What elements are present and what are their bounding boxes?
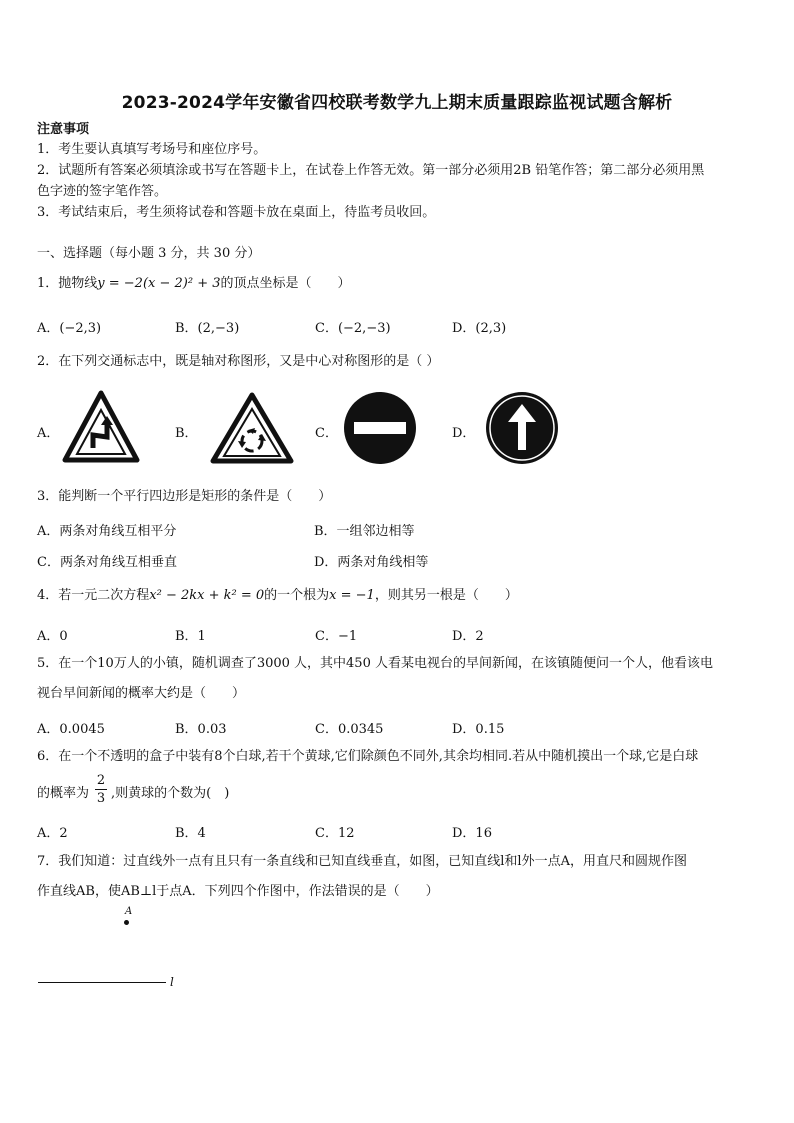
page-title: 2023-2024学年安徽省四校联考数学九上期末质量跟踪监视试题含解析 xyxy=(121,93,673,113)
q1-stem-pre: 1．抛物线 xyxy=(37,276,98,291)
q1-option-b[interactable]: B．(2,−3) xyxy=(175,321,240,336)
question-3: 3．能判断一个平行四边形是矩形的条件是（ ） xyxy=(37,489,332,504)
q5-option-a[interactable]: A．0.0045 xyxy=(37,722,105,737)
q3-option-b[interactable]: B．一组邻边相等 xyxy=(314,524,415,539)
point-a-label: A xyxy=(125,906,133,917)
no-entry-circle-icon[interactable] xyxy=(342,390,418,466)
question-5-line-2: 视台早间新闻的概率大约是（ ） xyxy=(37,686,246,701)
q6-frac-numerator: 2 xyxy=(96,773,106,788)
q2-label-b[interactable]: B． xyxy=(175,426,198,441)
q6-option-d[interactable]: D．16 xyxy=(452,826,492,841)
q4-option-c[interactable]: C．−1 xyxy=(315,629,358,644)
q3-option-d[interactable]: D．两条对角线相等 xyxy=(314,555,429,570)
question-6-line-1: 6．在一个不透明的盒子中装有8个白球,若干个黄球,它们除颜色不同外,其余均相同.若从中随机摸出一个球,它是白球 xyxy=(37,749,699,764)
line-l-label: l xyxy=(170,975,174,989)
question-1 xyxy=(37,276,351,292)
q1-formula: y = −2(x − 2)² + 3 xyxy=(97,276,221,291)
roundabout-triangle-icon[interactable] xyxy=(210,392,294,464)
q1-stem-post: 的顶点坐标是（ ） xyxy=(220,276,351,291)
q6-frac-denominator: 3 xyxy=(96,791,106,806)
question-2: 2．在下列交通标志中，既是轴对称图形，又是中心对称图形的是（ ） xyxy=(37,354,440,369)
notice-heading: 注意事项 xyxy=(37,122,90,137)
q6-line2-post: ,则黄球的个数为( ) xyxy=(111,786,230,801)
question-7-line-1: 7．我们知道：过直线外一点有且只有一条直线和已知直线垂直，如图，已知直线l和l外一点A，用直尺和圆规作图 xyxy=(37,854,687,869)
q4-formula: x² − 2kx + k² = 0 xyxy=(149,588,265,603)
question-7-line-2: 作直线AB，使AB⊥l于点A．下列四个作图中，作法错误的是（ ） xyxy=(37,884,439,899)
q6-option-c[interactable]: C．12 xyxy=(315,826,355,841)
notice-item-3: 3．考试结束后，考生须将试卷和答题卡放在桌面上，待监考员收回。 xyxy=(37,205,436,220)
q1-option-a[interactable]: A．(−2,3) xyxy=(37,321,102,336)
line-l xyxy=(38,982,166,983)
q4-stem-mid: 的一个根为 xyxy=(264,588,330,603)
point-a-dot xyxy=(124,920,129,925)
q4-option-a[interactable]: A．0 xyxy=(37,629,68,644)
q6-frac-bar xyxy=(95,789,107,790)
section-heading: 一、选择题（每小题 3 分，共 30 分） xyxy=(37,246,261,261)
zigzag-warning-triangle-icon[interactable] xyxy=(62,390,140,464)
question-5-line-1: 5．在一个10万人的小镇，随机调查了3000 人，其中450 人看某电视台的早间新闻，在该镇随便问一个人，他看该电 xyxy=(37,656,713,671)
q2-label-c[interactable]: C． xyxy=(315,426,338,441)
q6-line2-pre: 的概率为 xyxy=(37,786,90,801)
q5-option-c[interactable]: C．0.0345 xyxy=(315,722,384,737)
straight-ahead-circle-icon[interactable] xyxy=(484,390,560,466)
q6-fraction xyxy=(95,773,107,806)
q4-root: x = −1 xyxy=(329,588,375,603)
q4-option-d[interactable]: D．2 xyxy=(452,629,484,644)
q6-option-b[interactable]: B．4 xyxy=(175,826,206,841)
q4-option-b[interactable]: B．1 xyxy=(175,629,206,644)
q4-stem-post: ，则其另一根是（ ） xyxy=(374,588,518,603)
q1-option-c[interactable]: C．(−2,−3) xyxy=(315,321,391,336)
q2-label-d[interactable]: D． xyxy=(452,426,476,441)
question-4 xyxy=(37,588,518,604)
q1-option-d[interactable]: D．(2,3) xyxy=(452,321,507,336)
q3-option-a[interactable]: A．两条对角线互相平分 xyxy=(37,524,177,539)
q6-option-a[interactable]: A．2 xyxy=(37,826,68,841)
q2-label-a[interactable]: A． xyxy=(37,426,60,441)
q5-option-d[interactable]: D．0.15 xyxy=(452,722,505,737)
q5-option-b[interactable]: B．0.03 xyxy=(175,722,227,737)
notice-item-1: 1．考生要认真填写考场号和座位序号。 xyxy=(37,142,267,157)
notice-item-2: 2．试题所有答案必须填涂或书写在答题卡上，在试卷上作答无效。第一部分必须用2B 铅笔作答；第二部分必须用黑 xyxy=(37,163,705,178)
notice-item-2-cont: 色字迹的签字笔作答。 xyxy=(37,184,168,199)
q3-option-c[interactable]: C．两条对角线互相垂直 xyxy=(37,555,177,570)
q4-stem-pre: 4．若一元二次方程 xyxy=(37,588,150,603)
